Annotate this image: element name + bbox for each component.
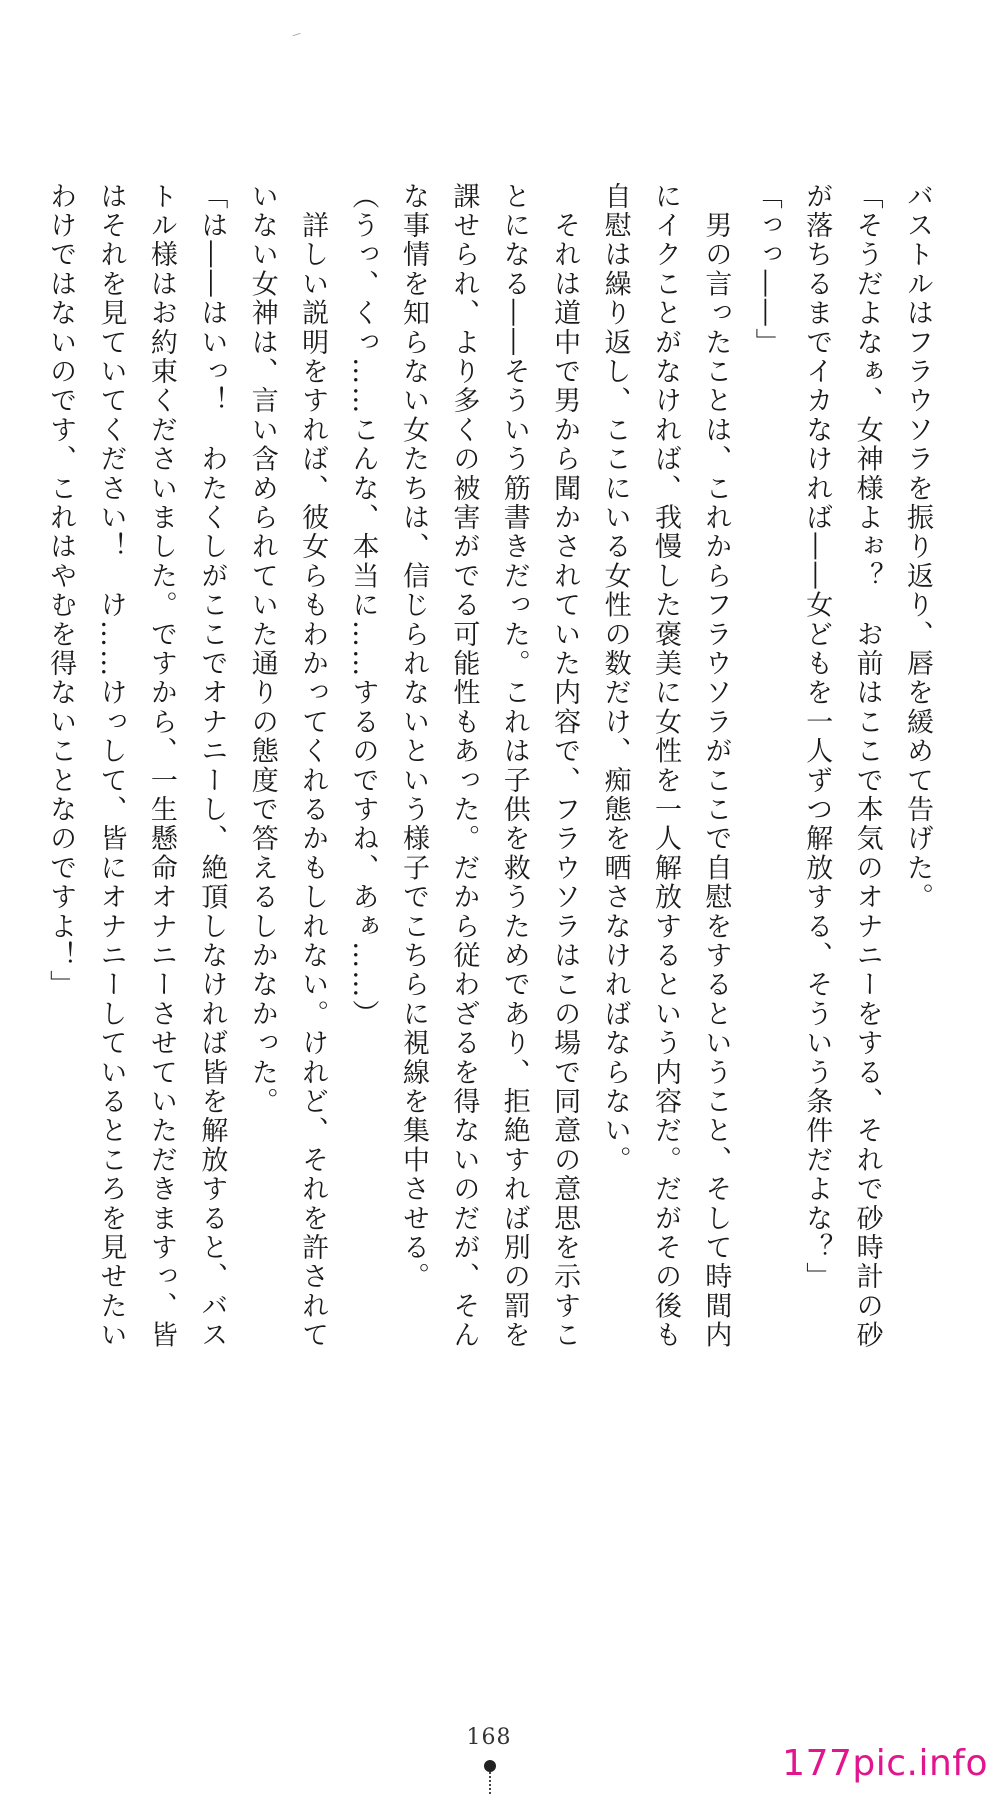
text-line: 「っっ――」 <box>750 182 782 358</box>
text-line: にイクことがなければ、我慢した褒美に女性を一人解放するという内容だ。だがその後も <box>649 182 681 1350</box>
text-line: いない女神は、言い含められていた通りの態度で答えるしかなかった。 <box>246 182 278 1117</box>
vertical-body-text <box>42 182 942 1482</box>
text-line: 自慰は繰り返し、ここにいる女性の数だけ、痴態を晒さなければならない。 <box>599 182 631 1175</box>
text-line: 課せられ、より多くの被害がでる可能性もあった。だから従わざるを得ないのだが、そん <box>448 182 480 1350</box>
text-line: はそれを見ていてください！ け……けっして、皆にオナニーしているところを見せたい <box>95 182 127 1350</box>
text-line: わけではないのです、これはやむを得ないことなのですよ！」 <box>45 182 77 1000</box>
text-line: バストルはフラウソラを振り返り、唇を緩めて告げた。 <box>902 182 933 912</box>
text-line: （うっ、くっ……こんな、本当に……するのですね、あぁ……） <box>347 182 379 1029</box>
text-line: トル様はお約束くださいました。ですから、一生懸命オナニーさせていただきますっ、皆 <box>145 182 177 1350</box>
text-line: 「は――はいっ！ わたくしがここでオナニーし、絶頂しなければ皆を解放すると、バス <box>196 182 228 1350</box>
text-line: な事情を知らない女たちは、信じられないという様子でこちらに視線を集中させる。 <box>397 182 429 1292</box>
text-line: 「そうだよなぁ、女神様よぉ？ お前はここで本気のオナニーをする、それで砂時計の砂 <box>851 182 883 1350</box>
watermark: 177pic.info <box>782 1743 988 1784</box>
page-number: 168 <box>466 1725 512 1750</box>
text-line: 男の言ったことは、これからフラウソラがここで自慰をするということ、そして時間内 <box>700 182 732 1350</box>
text-line: 詳しい説明をすれば、彼女らもわかってくれるかもしれない。けれど、それを許されて <box>297 182 329 1350</box>
stray-ink-mark <box>293 33 302 39</box>
bookmark-string <box>489 1772 491 1794</box>
bookmark-bead-icon <box>484 1760 496 1772</box>
text-line: それは道中で男から聞かされていた内容で、フラウソラはこの場で同意の意思を示すこ <box>549 182 581 1350</box>
text-line: とになる――そういう筋書きだった。これは子供を救うためであり、拒絶すれば別の罰を <box>498 182 530 1350</box>
text-line: が落ちるまでイカなければ――女どもを一人ずつ解放する、そういう条件だよな？」 <box>801 182 833 1292</box>
